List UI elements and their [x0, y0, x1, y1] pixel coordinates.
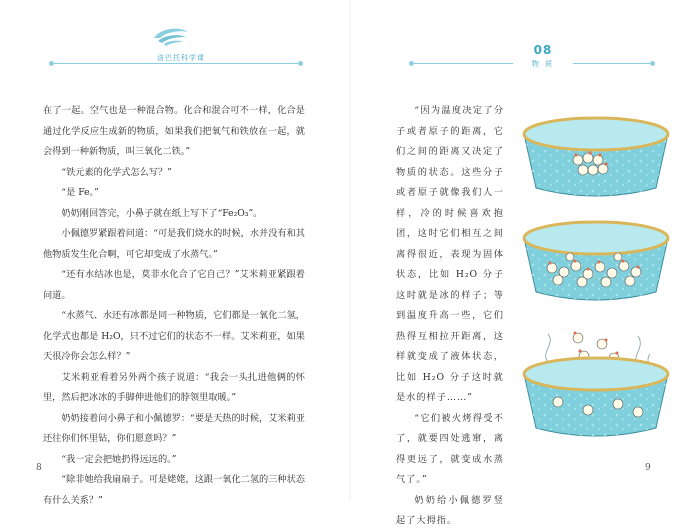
paragraph: “它们被火烤得受不了，就要四处逃窜，离得更远了，就变成水蒸气了。” [396, 412, 504, 485]
left-body-text [43, 101, 305, 511]
paragraph: “铁元素的化学式怎么写？” [61, 166, 172, 178]
page-number: 8 [36, 463, 42, 473]
paragraph: 奶奶刚回答完，小鼻子就在纸上写下了“Fe₂O₃”。 [61, 207, 263, 219]
paragraph: 奶奶给小佩德罗竖起了大拇指。 [396, 494, 504, 526]
paragraph: “还有水结冰也是，莫非水化合了它自己？”艾米莉亚紧跟着问道。 [43, 269, 305, 301]
left-page [0, 0, 350, 506]
chapter-number: 08 [533, 43, 553, 57]
page-number: 9 [645, 463, 651, 473]
header-rule [52, 63, 300, 64]
tub-steam-illustration [518, 322, 673, 444]
paragraph: “我一定会把她扔得远远的。” [61, 453, 177, 465]
paragraph: 奶奶接着问小鼻子和小佩德罗：“要是天热的时候，艾米莉亚还往你们怀里钻，你们愿意吗？” [43, 412, 305, 444]
right-body-text [396, 101, 504, 532]
swirl-logo-icon [150, 22, 192, 50]
paragraph: “除非她给我扇扇子。可是姥姥，这跟一氧化二氢的三种状态有什么关系？” [43, 474, 305, 506]
running-header: 洛巴托科学课 [120, 53, 242, 63]
paragraph: 艾米莉亚看着另外两个孩子说道：“我会一头扎进他俩的怀里，然后把冰冰的手脚伸进他们的脖领里取暖。” [43, 371, 305, 403]
paragraph: 在了一起。空气也是一种混合物。化合和混合可不一样，化合是通过化学反应生成新的物质，如果我们把氧气和铁放在一起，就会得到一种新物质，叫三氧化二铁。” [43, 105, 305, 157]
paragraph: “水蒸气、水还有冰都是同一种物质，它们都是一氧化二氢，化学式也都是 H₂O，只不过它们的状态不一样。艾米莉亚，如果天很冷你会怎么样？” [43, 310, 305, 362]
paragraph: “因为温度决定了分子或者原子的距离，它们之间的距离又决定了物质的状态。这些分子或者原子就像我们人一样，冷的时候喜欢抱团，这时它们相互之间离得很近，表现为固体状态，比如 H₂O 分子这时就是冰的样子；等到温度升高一些，它们热得互相拉开距离，这样就变成了液体状态，比如 H₂O 分子这时就是水的样子……” [396, 105, 504, 403]
chapter-title: 物 质 [513, 59, 573, 69]
paragraph: 小佩德罗紧跟着问道：“可是我们烧水的时候，水并没有和其他物质发生化合啊，可它却变成了水蒸气。” [43, 228, 305, 260]
paragraph: “是 Fe。” [61, 187, 99, 198]
tub-water-illustration [518, 212, 673, 308]
right-page [350, 0, 700, 526]
tub-ice-illustration [518, 108, 673, 204]
